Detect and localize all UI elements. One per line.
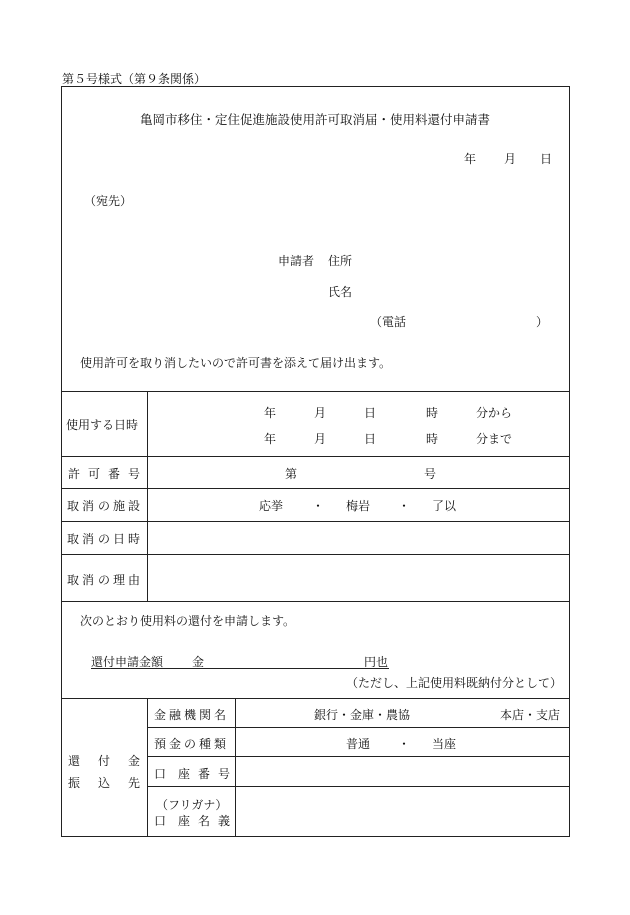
usage-datetime-label: 使用する日時 xyxy=(66,418,139,432)
divider xyxy=(147,756,570,757)
addressee: （宛先） xyxy=(84,194,133,208)
bank-side-label-3: 金 xyxy=(128,754,141,768)
divider xyxy=(61,456,570,457)
divider xyxy=(61,601,570,602)
permit-number-suffix: 号 xyxy=(424,467,437,481)
date-day: 日 xyxy=(540,152,553,166)
facility-option-okyo: 応挙 xyxy=(259,499,284,513)
permit-number-label-4: 号 xyxy=(128,467,141,481)
account-number-label-4: 号 xyxy=(218,767,231,781)
date-year: 年 xyxy=(464,152,477,166)
usage-start-hour: 時 xyxy=(426,406,439,420)
account-name-label-2: 座 xyxy=(178,814,191,828)
facility-label-2: 消 xyxy=(82,499,95,513)
facility-label-3: の xyxy=(98,499,111,513)
account-number-label-3: 番 xyxy=(198,767,211,781)
deposit-type-label-3: の xyxy=(184,737,197,751)
divider xyxy=(61,488,570,489)
usage-end-month: 月 xyxy=(314,432,327,446)
usage-start-minute: 分から xyxy=(476,406,513,420)
account-name-label-1: 口 xyxy=(154,814,167,828)
institution-branch: 本店・支店 xyxy=(500,708,561,722)
bank-side-label-5: 込 xyxy=(98,776,111,790)
account-name-label-4: 義 xyxy=(218,814,231,828)
applicant-name-label: 氏名 xyxy=(328,285,353,299)
institution-label-1: 金 xyxy=(154,708,167,722)
usage-end-day: 日 xyxy=(364,432,377,446)
divider xyxy=(235,698,236,837)
cancel-datetime-label-4: 日 xyxy=(113,532,126,546)
divider xyxy=(147,786,570,787)
facility-label-5: 設 xyxy=(128,499,141,513)
usage-end-hour: 時 xyxy=(426,432,439,446)
divider xyxy=(61,698,570,699)
reason-label-2: 消 xyxy=(82,573,95,587)
refund-statement: 次のとおり使用料の還付を申請します。 xyxy=(80,614,296,628)
date-month: 月 xyxy=(504,152,517,166)
cancel-datetime-label-2: 消 xyxy=(82,532,95,546)
facility-option-baigan: 梅岩 xyxy=(346,499,371,513)
applicant-address-label: 住所 xyxy=(328,254,353,268)
usage-start-year: 年 xyxy=(264,406,277,420)
institution-label-2: 融 xyxy=(169,708,182,722)
divider xyxy=(61,554,570,555)
applicant-label: 申請者 xyxy=(278,254,315,268)
deposit-type-label-5: 類 xyxy=(214,737,227,751)
institution-types: 銀行・金庫・農協 xyxy=(314,708,411,722)
usage-start-month: 月 xyxy=(314,406,327,420)
statement: 使用許可を取り消したいので許可書を添えて届け出ます。 xyxy=(80,356,392,370)
permit-number-label-2: 可 xyxy=(88,467,101,481)
reason-label-5: 由 xyxy=(128,573,141,587)
deposit-type-label-4: 種 xyxy=(199,737,212,751)
divider xyxy=(61,391,570,392)
facility-separator: ・ xyxy=(398,499,411,513)
refund-amount-kin: 金 xyxy=(192,655,205,669)
reason-label-4: 理 xyxy=(113,573,126,587)
account-number-label-1: 口 xyxy=(154,767,167,781)
institution-label-5: 名 xyxy=(214,708,227,722)
bank-side-label-4: 振 xyxy=(68,776,81,790)
divider xyxy=(147,391,148,601)
divider xyxy=(61,521,570,522)
deposit-type-label-2: 金 xyxy=(169,737,182,751)
facility-option-ryoi: 了以 xyxy=(432,499,457,513)
reason-label-1: 取 xyxy=(67,573,80,587)
cancel-datetime-label-1: 取 xyxy=(67,532,80,546)
permit-number-label-1: 許 xyxy=(68,467,81,481)
divider xyxy=(147,727,570,728)
institution-label-4: 関 xyxy=(199,708,212,722)
refund-amount-label: 還付申請金額 xyxy=(91,655,164,669)
usage-end-year: 年 xyxy=(264,432,277,446)
reason-label-3: の xyxy=(98,573,111,587)
applicant-phone-close: ） xyxy=(536,315,549,329)
bank-side-label-6: 先 xyxy=(128,776,141,790)
deposit-type-current: 当座 xyxy=(432,737,457,751)
facility-label-1: 取 xyxy=(67,499,80,513)
permit-number-label-3: 番 xyxy=(108,467,121,481)
form-label: 第５号様式（第９条関係） xyxy=(62,72,207,86)
bank-side-label-1: 還 xyxy=(68,754,81,768)
bank-side-label-2: 付 xyxy=(98,754,111,768)
refund-amount-yen: 円也 xyxy=(364,655,389,669)
form-frame xyxy=(61,86,570,837)
permit-number-prefix: 第 xyxy=(285,467,298,481)
document-title: 亀岡市移住・定住促進施設使用許可取消届・使用料還付申請書 xyxy=(140,112,491,127)
cancel-datetime-label-3: の xyxy=(98,532,111,546)
refund-note: （ただし、上記使用料既納付分として） xyxy=(346,676,563,690)
deposit-type-label-1: 預 xyxy=(154,737,167,751)
facility-label-4: 施 xyxy=(113,499,126,513)
applicant-phone-open: （電話 xyxy=(370,315,407,329)
account-name-label-3: 名 xyxy=(198,814,211,828)
usage-end-minute: 分まで xyxy=(476,432,513,446)
kana-label: （フリガナ） xyxy=(156,798,228,812)
deposit-type-ordinary: 普通 xyxy=(346,737,371,751)
usage-start-day: 日 xyxy=(364,406,377,420)
divider xyxy=(147,698,148,837)
deposit-type-separator: ・ xyxy=(398,737,411,751)
facility-separator: ・ xyxy=(312,499,325,513)
institution-label-3: 機 xyxy=(184,708,197,722)
account-number-label-2: 座 xyxy=(178,767,191,781)
cancel-datetime-label-5: 時 xyxy=(128,532,141,546)
